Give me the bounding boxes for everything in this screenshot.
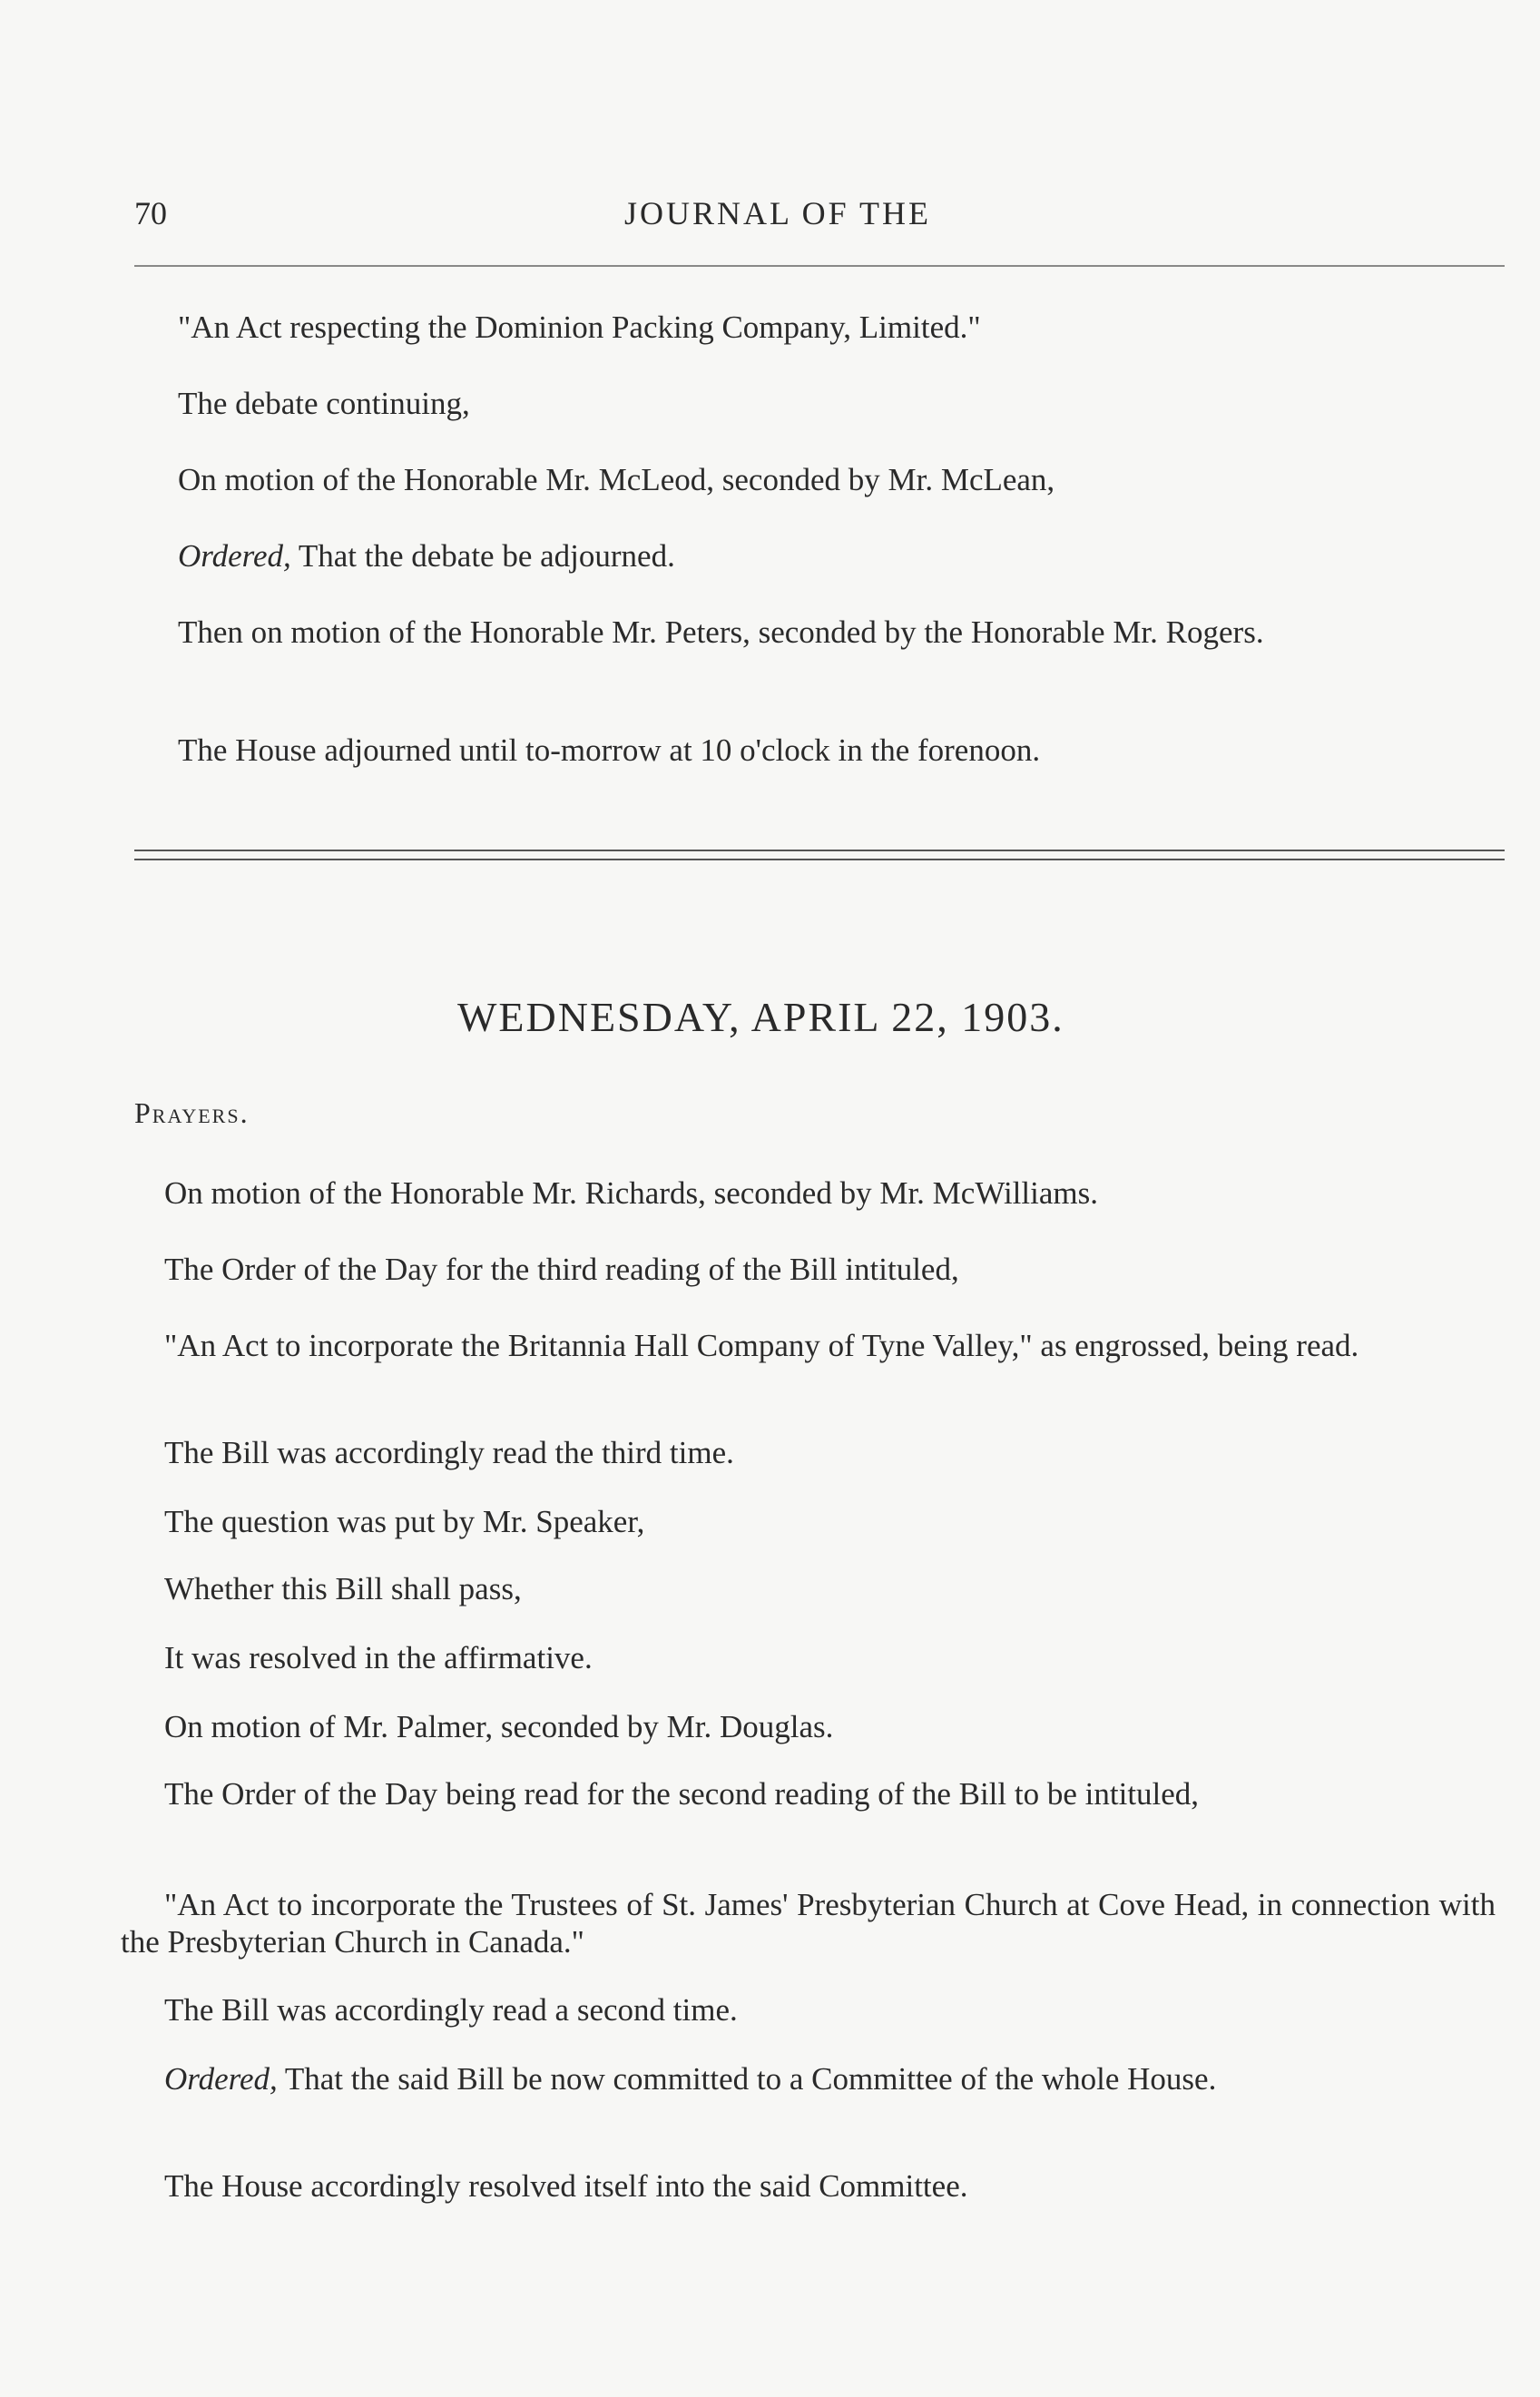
ordered-text: That the debate be adjourned. bbox=[290, 538, 675, 574]
order-third-reading: The Order of the Day for the third reading of the Bill intituled, bbox=[164, 1252, 959, 1287]
read-third-time: The Bill was accordingly read the third time. bbox=[164, 1435, 734, 1470]
whether-pass: Whether this Bill shall pass, bbox=[164, 1571, 522, 1606]
ordered-adjourned bbox=[134, 537, 1496, 575]
section-divider bbox=[134, 850, 1505, 860]
order-second-reading: The Order of the Day being read for the second reading of the Bill to be intituled, bbox=[164, 1776, 1200, 1812]
running-head: JOURNAL OF THE bbox=[624, 195, 932, 231]
question-put: The question was put by Mr. Speaker, bbox=[164, 1504, 645, 1539]
read-second-time: The Bill was accordingly read a second time. bbox=[164, 1992, 738, 2028]
date-heading: WEDNESDAY, APRIL 22, 1903. bbox=[457, 994, 1064, 1040]
debate-continuing: The debate continuing, bbox=[178, 386, 470, 421]
header-rule bbox=[134, 265, 1505, 267]
resolved-affirmative: It was resolved in the affirmative. bbox=[164, 1640, 593, 1675]
ordered-word: Ordered, bbox=[178, 538, 291, 574]
committee-resolved: The House accordingly resolved itself into the said Committee. bbox=[164, 2168, 968, 2204]
page-number: 70 bbox=[134, 195, 167, 231]
motion-peters: Then on motion of the Honorable Mr. Peters, seconded by the Honorable Mr. Rogers. bbox=[178, 614, 1264, 650]
act-title-dominion-packing: "An Act respecting the Dominion Packing Company, Limited." bbox=[178, 309, 981, 345]
page-header bbox=[134, 194, 1496, 249]
motion-richards: On motion of the Honorable Mr. Richards, seconded by Mr. McWilliams. bbox=[164, 1175, 1098, 1211]
act-st-james: "An Act to incorporate the Trustees of St. James' Presbyterian Church at Cove Head, in connection with the Presbyterian Church in Canada." bbox=[121, 1887, 1496, 1960]
ordered-committed bbox=[121, 2060, 1496, 2097]
house-adjourned: The House adjourned until to-morrow at 10 o'clock in the forenoon. bbox=[178, 732, 1041, 768]
motion-palmer: On motion of Mr. Palmer, seconded by Mr. Douglas. bbox=[164, 1709, 834, 1744]
act-britannia-hall: "An Act to incorporate the Britannia Hall Company of Tyne Valley," as engrossed, being read. bbox=[164, 1328, 1359, 1363]
motion-mcleod: On motion of the Honorable Mr. McLeod, seconded by Mr. McLean, bbox=[178, 462, 1055, 497]
ordered2-word: Ordered, bbox=[164, 2061, 278, 2097]
ordered2-text: That the said Bill be now committed to a Committee of the whole House. bbox=[277, 2061, 1217, 2097]
prayers-label: Prayers. bbox=[134, 1096, 250, 1129]
